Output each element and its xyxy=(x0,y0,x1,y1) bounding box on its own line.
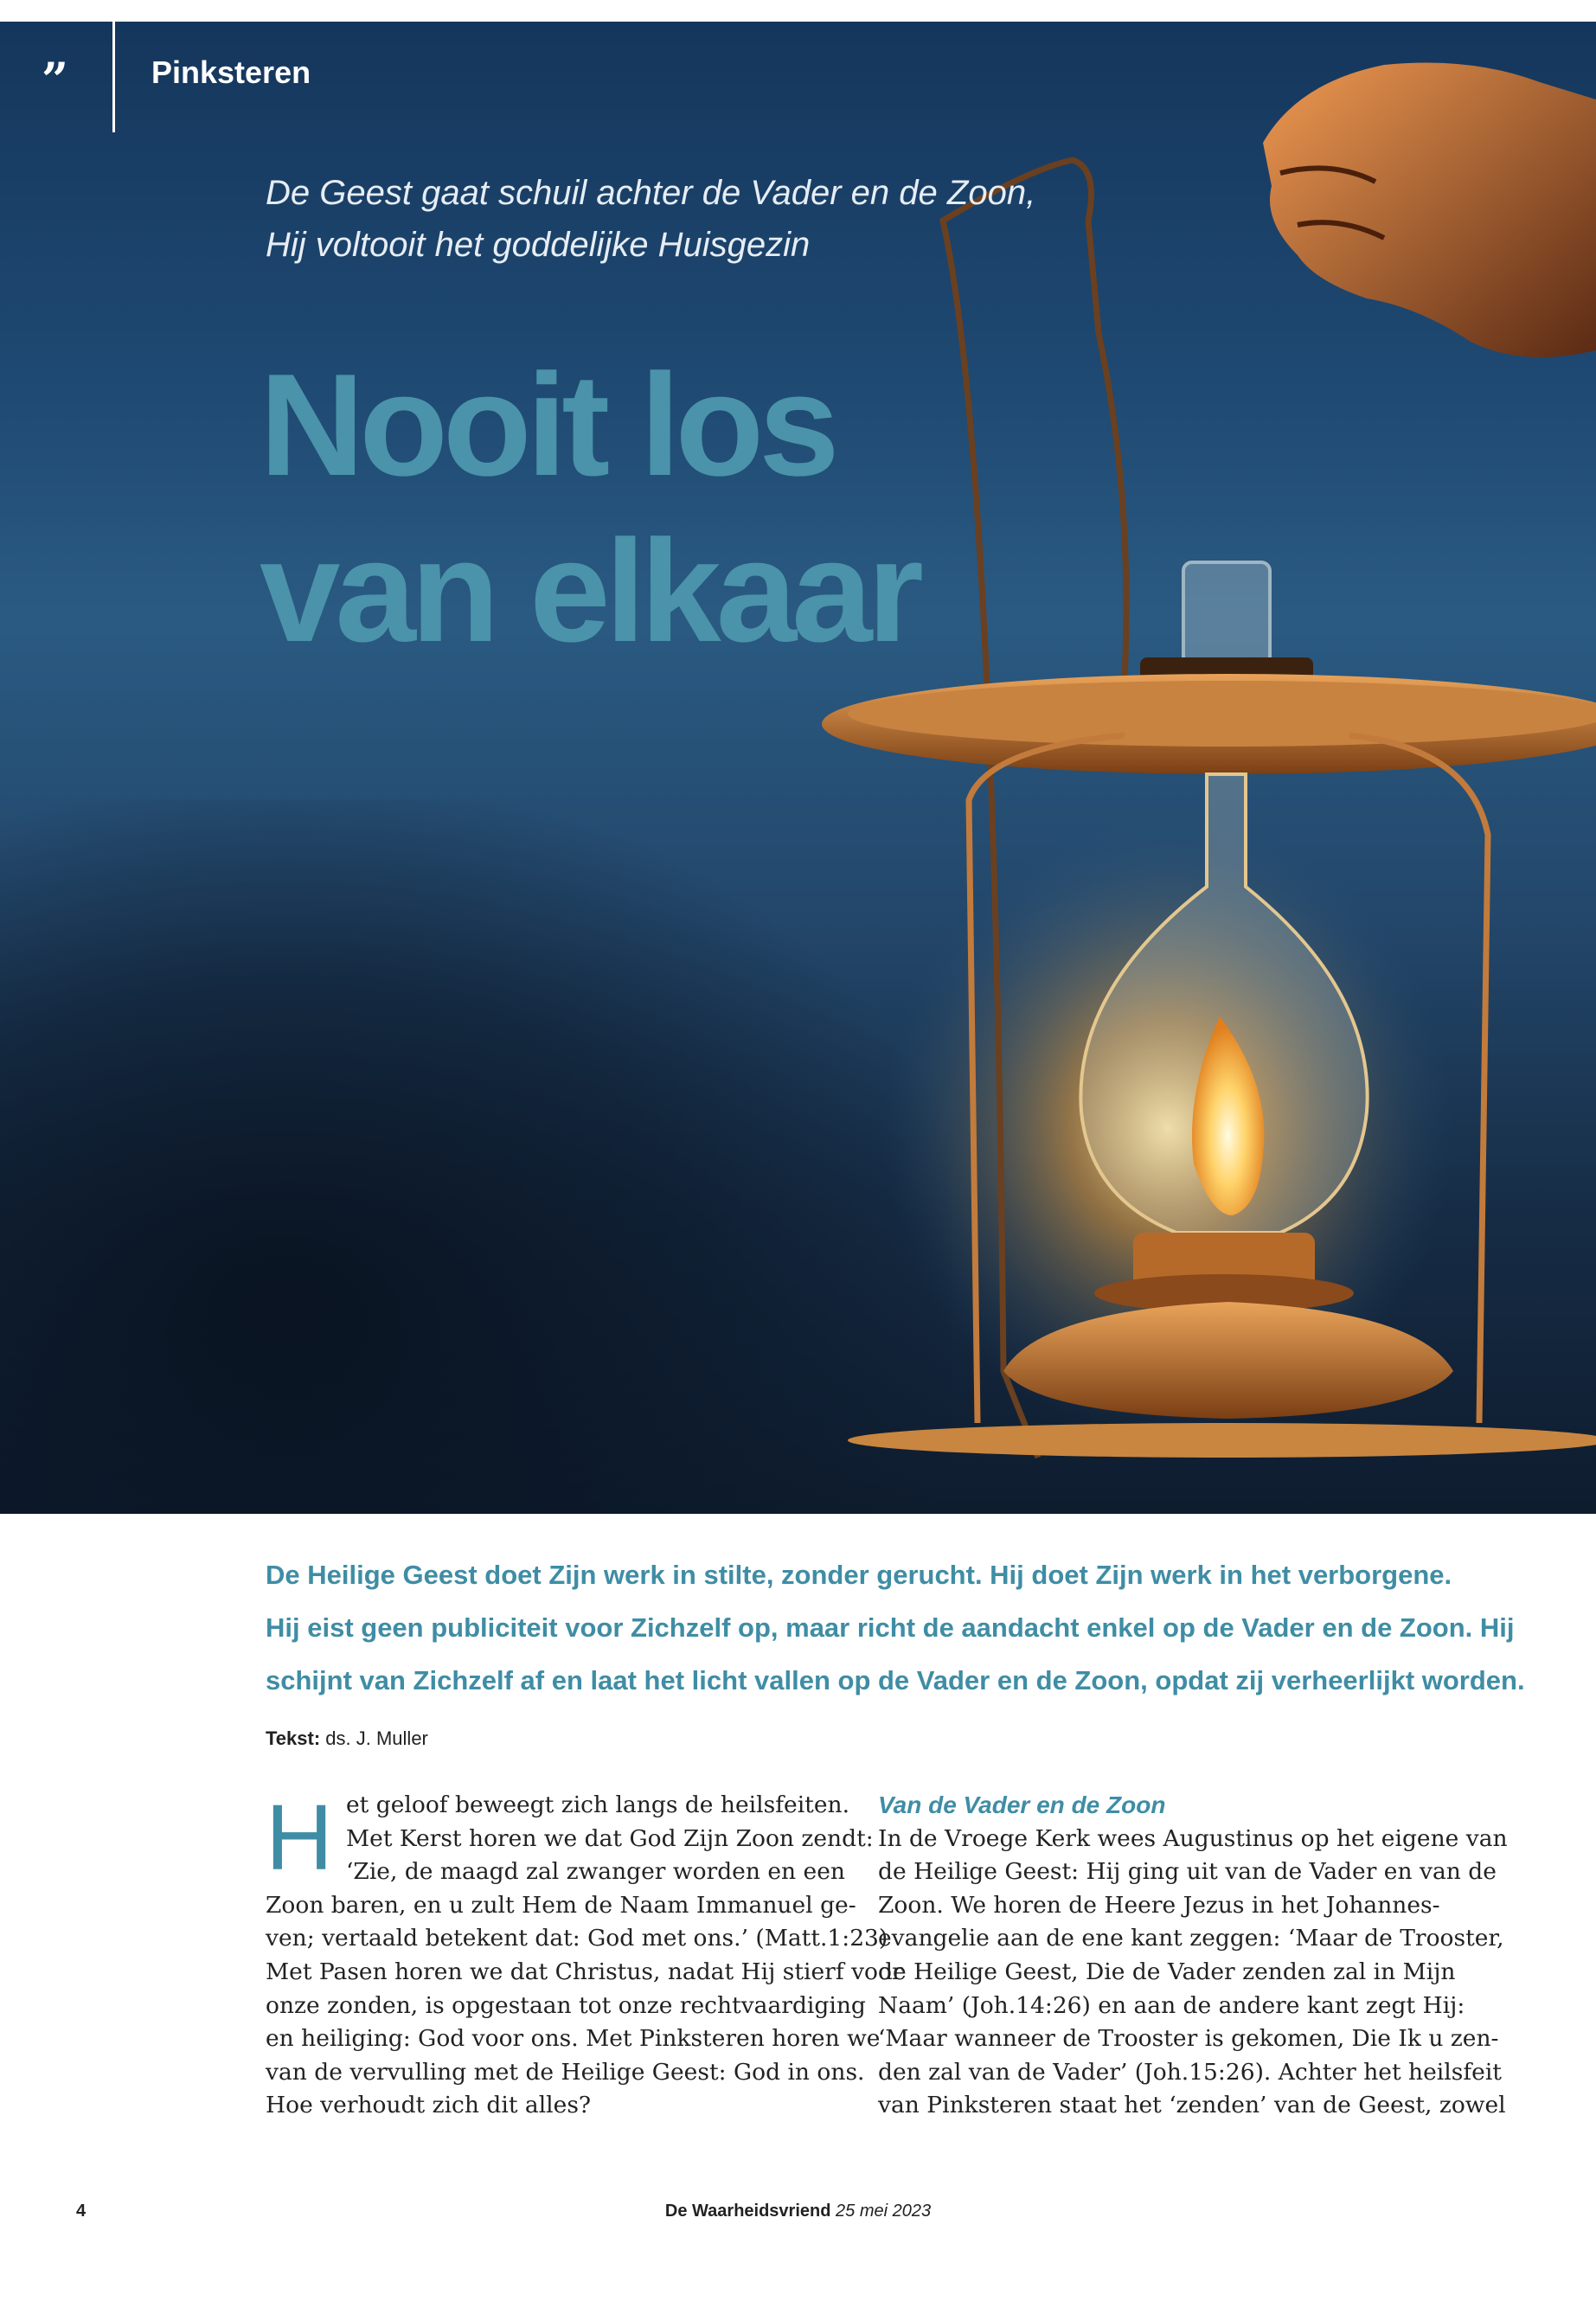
subtitle-line: De Geest gaat schuil achter de Vader en de Zoon, xyxy=(266,174,1036,212)
article-subtitle xyxy=(266,167,1044,271)
lead-line: Hij eist geen publiciteit voor Zichzelf op, maar richt de aandacht enkel op de Vader en de Zoon. Hij xyxy=(266,1612,1515,1643)
body-line: van Pinksteren staat het ‘zenden’ van de Geest, zowel xyxy=(878,2092,1506,2119)
body-line: et geloof beweegt zich langs de heilsfeiten. xyxy=(346,1791,850,1818)
byline-label: Tekst: xyxy=(266,1727,321,1749)
body-line: en heiliging: God voor ons. Met Pinksteren horen we xyxy=(266,2025,881,2053)
magazine-name: De Waarheidsvriend xyxy=(664,2202,831,2221)
body-line: de Heilige Geest, Die de Vader zenden zal in Mijn xyxy=(878,1958,1456,1985)
issue-date: 25 mei 2023 xyxy=(836,2202,932,2221)
title-line: Nooit los xyxy=(260,343,835,506)
body-line: onze zonden, is opgestaan tot onze rechtvaardiging xyxy=(266,1991,866,2019)
body-line: In de Vroege Kerk wees Augustinus op het eigene van xyxy=(878,1824,1508,1852)
body-line: den zal van de Vader’ (Joh.15:26). Achter het heilsfeit xyxy=(878,2058,1502,2086)
section-label: Pinksteren xyxy=(151,54,311,90)
page-number: 4 xyxy=(76,2202,87,2221)
body-line: Met Pasen horen we dat Christus, nadat Hij stierf voor xyxy=(266,1958,903,1985)
body-line: van de vervulling met de Heilige Geest: God in ons. xyxy=(266,2058,865,2086)
article-column-right xyxy=(878,1789,1508,2123)
body-line: Zoon baren, en u zult Hem de Naam Immanuel ge- xyxy=(266,1891,856,1919)
body-line: ‘Maar wanneer de Trooster is gekomen, Die Ik u zen- xyxy=(878,2025,1499,2053)
header-divider xyxy=(112,22,115,132)
body-line: Met Kerst horen we dat God Zijn Zoon zendt: xyxy=(346,1824,874,1852)
byline xyxy=(266,1727,428,1750)
title-line: van elkaar xyxy=(260,510,919,672)
drop-cap: H xyxy=(266,1785,333,1889)
quote-mark-icon: ” xyxy=(42,52,69,107)
lead-paragraph xyxy=(266,1548,1525,1707)
lead-line: schijnt van Zichzelf af en laat het licht vallen op de Vader en de Zoon, opdat zij verheerlijkt worden. xyxy=(266,1665,1525,1695)
body-line: ven; vertaald betekent dat: God met ons.’ (Matt.1:23) xyxy=(266,1925,888,1952)
hero-photo xyxy=(0,22,1596,1514)
hero-dark-landscape xyxy=(0,800,952,1514)
section-heading: Van de Vader en de Zoon xyxy=(878,1791,1166,1818)
lead-line: De Heilige Geest doet Zijn werk in stilte, zonder gerucht. Hij doet Zijn werk in het verborgene. xyxy=(266,1560,1452,1590)
article-column-left xyxy=(266,1785,903,2123)
body-line: Hoe verhoudt zich dit alles? xyxy=(266,2092,592,2119)
byline-author: ds. J. Muller xyxy=(325,1727,428,1749)
article-title xyxy=(260,342,919,674)
body-line: evangelie aan de ene kant zeggen: ‘Maar de Trooster, xyxy=(878,1925,1504,1952)
subtitle-line: Hij voltooit het goddelijke Huisgezin xyxy=(266,226,811,264)
body-line: de Heilige Geest: Hij ging uit van de Vader en van de xyxy=(878,1858,1497,1886)
footer-publication xyxy=(0,2202,1596,2221)
body-line: ‘Zie, de maagd zal zwanger worden en een xyxy=(346,1858,845,1886)
body-line: Zoon. We horen de Heere Jezus in het Johannes- xyxy=(878,1891,1440,1919)
body-line: Naam’ (Joh.14:26) en aan de andere kant zegt Hij: xyxy=(878,1991,1465,2019)
